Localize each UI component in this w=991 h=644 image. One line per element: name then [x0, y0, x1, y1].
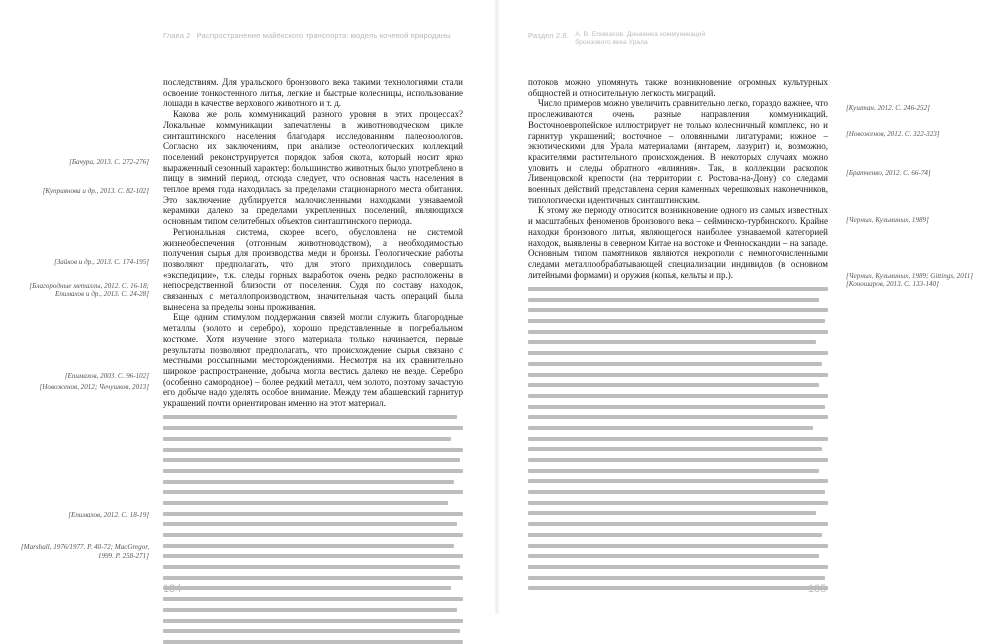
right-paragraph: потоков можно упомянуть также возникновение огромных культурных общностей и относительную легкость миграций. [528, 77, 828, 98]
right-header-label: Раздел 2.8. [528, 31, 569, 40]
left-header-title: Распространение майёкского транспорта: модель кочевой природаны [196, 31, 451, 40]
left-page-body [163, 77, 463, 644]
left-continued-text [163, 415, 463, 643]
right-paragraph: К этому же периоду относится возникновение одного из самых известных и масштабных феноменов бронзового века – сейминско-турбинского. Крайне находки бронзового литья, являющегося наиболее узнаваемой категорией находок, выявлены в северном Китае на востоке и Фенноскандии – на западе. Основным типом памятников являются некрополи с немногочисленными следами металлообрабатывающей специализации индивидов (в основном литейными формами) и оружия (копья, кельты и пр.). [528, 205, 828, 280]
left-sidenote: [Благородные металлы, 2012. С. 16-18; [29, 282, 149, 290]
right-header-title-line1: А. В. Епимахов. Динамика коммуникаций [575, 31, 706, 38]
left-sidenote: [Бачура, 2013. С. 272-276] [69, 158, 149, 166]
left-sidenote: [Зайков и др., 2013. С. 174-195] [53, 258, 149, 266]
left-paragraph: последствиям. Для уральского бронзового века такими технологиями стали освоение тонкостенного литья, легкие и быстрые колесницы, использование лошади в качестве верхового животного и т. д. [163, 77, 463, 109]
left-sidenote: [Marshall, 1976/1977. P. 40-72; MacGregor, [20, 543, 149, 551]
right-sidenote: [Коношаров, 2013. С. 133-140] [846, 280, 939, 288]
right-continued-text [528, 287, 828, 590]
right-running-header [528, 31, 705, 47]
left-paragraph: Какова же роль коммуникаций разного уровня в этих процессах? Локальные коммуникации запечатлены в животноводческом цикле синташтинского населения благодаря исследованиям палеозоологов. Согласно их заключениям, при анализе остеологических коллекций поселений реконструируется порядок забоя скота, который носит ярко выраженный сезонный характер: большинство животных было употреблено в пищу в зимний период, отсюда следует, что основная часть населения в теплое время года находилась за пределами стационарного места обитания. Это заключение дублируется малочисленными находками узнаваемой керамики далеко за пределами укрепленных поселений, являющихся основным типом селитебных объектов синташтинского периода. [163, 109, 463, 227]
right-page-number: 135 [808, 583, 827, 595]
left-page-number: 134 [163, 583, 182, 595]
left-sidenote: 1999. P. 258-271] [97, 552, 149, 560]
left-sidenote: [Новоженов, 2012; Чечушков, 2013] [39, 383, 149, 391]
right-sidenote: [Черных, Кузьминых, 1989] [846, 216, 929, 224]
left-running-header [163, 31, 451, 40]
left-header-label: Глава 2 [163, 31, 191, 40]
right-sidenote: [Черных, Кузьминых, 1989; Gittings, 2011] [846, 272, 974, 280]
left-paragraph: Еще одним стимулом поддержания связей могли служить благородные металлы (золото и серебро), хорошо представленные в погребальном костюме. Хотя изучение этого материала только начинается, первые результаты позволяют предполагать, что происхождение сырья связано с местными россыпными месторождениями. Несмотря на их сравнительно широкое распространение, добыча могла вестись далеко не везде. Серебро (особенно самородное) – более редкий металл, чем золото, поэтому зачастую его добыче надо уделять особое внимание. Между тем абашевский гарнитур украшений почти ориентирован именно на этот материал. [163, 312, 463, 409]
right-sidenote: [Новоженов, 2012. С. 322-323] [846, 130, 940, 138]
book-gutter [494, 0, 500, 614]
right-paragraph: Число примеров можно увеличить сравнительно легко, гораздо важнее, что прослеживаются очень разные направления коммуникаций. Восточноевропейское иллюстрирует не только колесничный комплекс, но и гарнитур украшений; восточное – оловянными лигатурами; южное – экзотическими для Урала материалами (янтарем, лазурит) и, возможно, красителями растительного происхождения. В некоторых случаях можно уловить и следы обратного «влияния». Так, в коллекции раскопок Ливенцовской крепости (на территории г. Ростова-на-Дону) со следами военных действий представлена серия каменных черешковых наконечников, типологически идентичных синташтинским. [528, 98, 828, 205]
left-sidenote: [Куприянова и др., 2013. С. 82-102] [42, 187, 149, 195]
right-sidenote: [Куштан, 2012. С. 246-252] [846, 104, 930, 112]
right-header-title-line2: бронзового века Урала [575, 39, 648, 46]
right-sidenote: [Братченко, 2012. С. 66-74] [846, 169, 931, 177]
right-page-body [528, 77, 828, 590]
left-paragraph: Региональная система, скорее всего, обусловлена не системой жизнеобеспечения (отгонным животноводством), а необходимостью получения сырья для производства меди и бронзы. Геологические работы позволяют предполагать, что для этого приходилось совершать «экспедиции», т.к. следы горных выработок очень редко расположены в непосредственной близости от поселения. Судя по составу находок, связанных с металлопроизводством, значительная часть операций была вынесена за пределы зоны проживания. [163, 226, 463, 312]
left-sidenote: Епимахов и др., 2013. С. 24-28] [55, 290, 149, 298]
left-sidenote: [Епимахов, 2003. С. 96-102] [64, 372, 149, 380]
right-header-title [575, 31, 705, 47]
left-sidenote: [Епимахов, 2012. С. 18-19] [68, 511, 149, 519]
